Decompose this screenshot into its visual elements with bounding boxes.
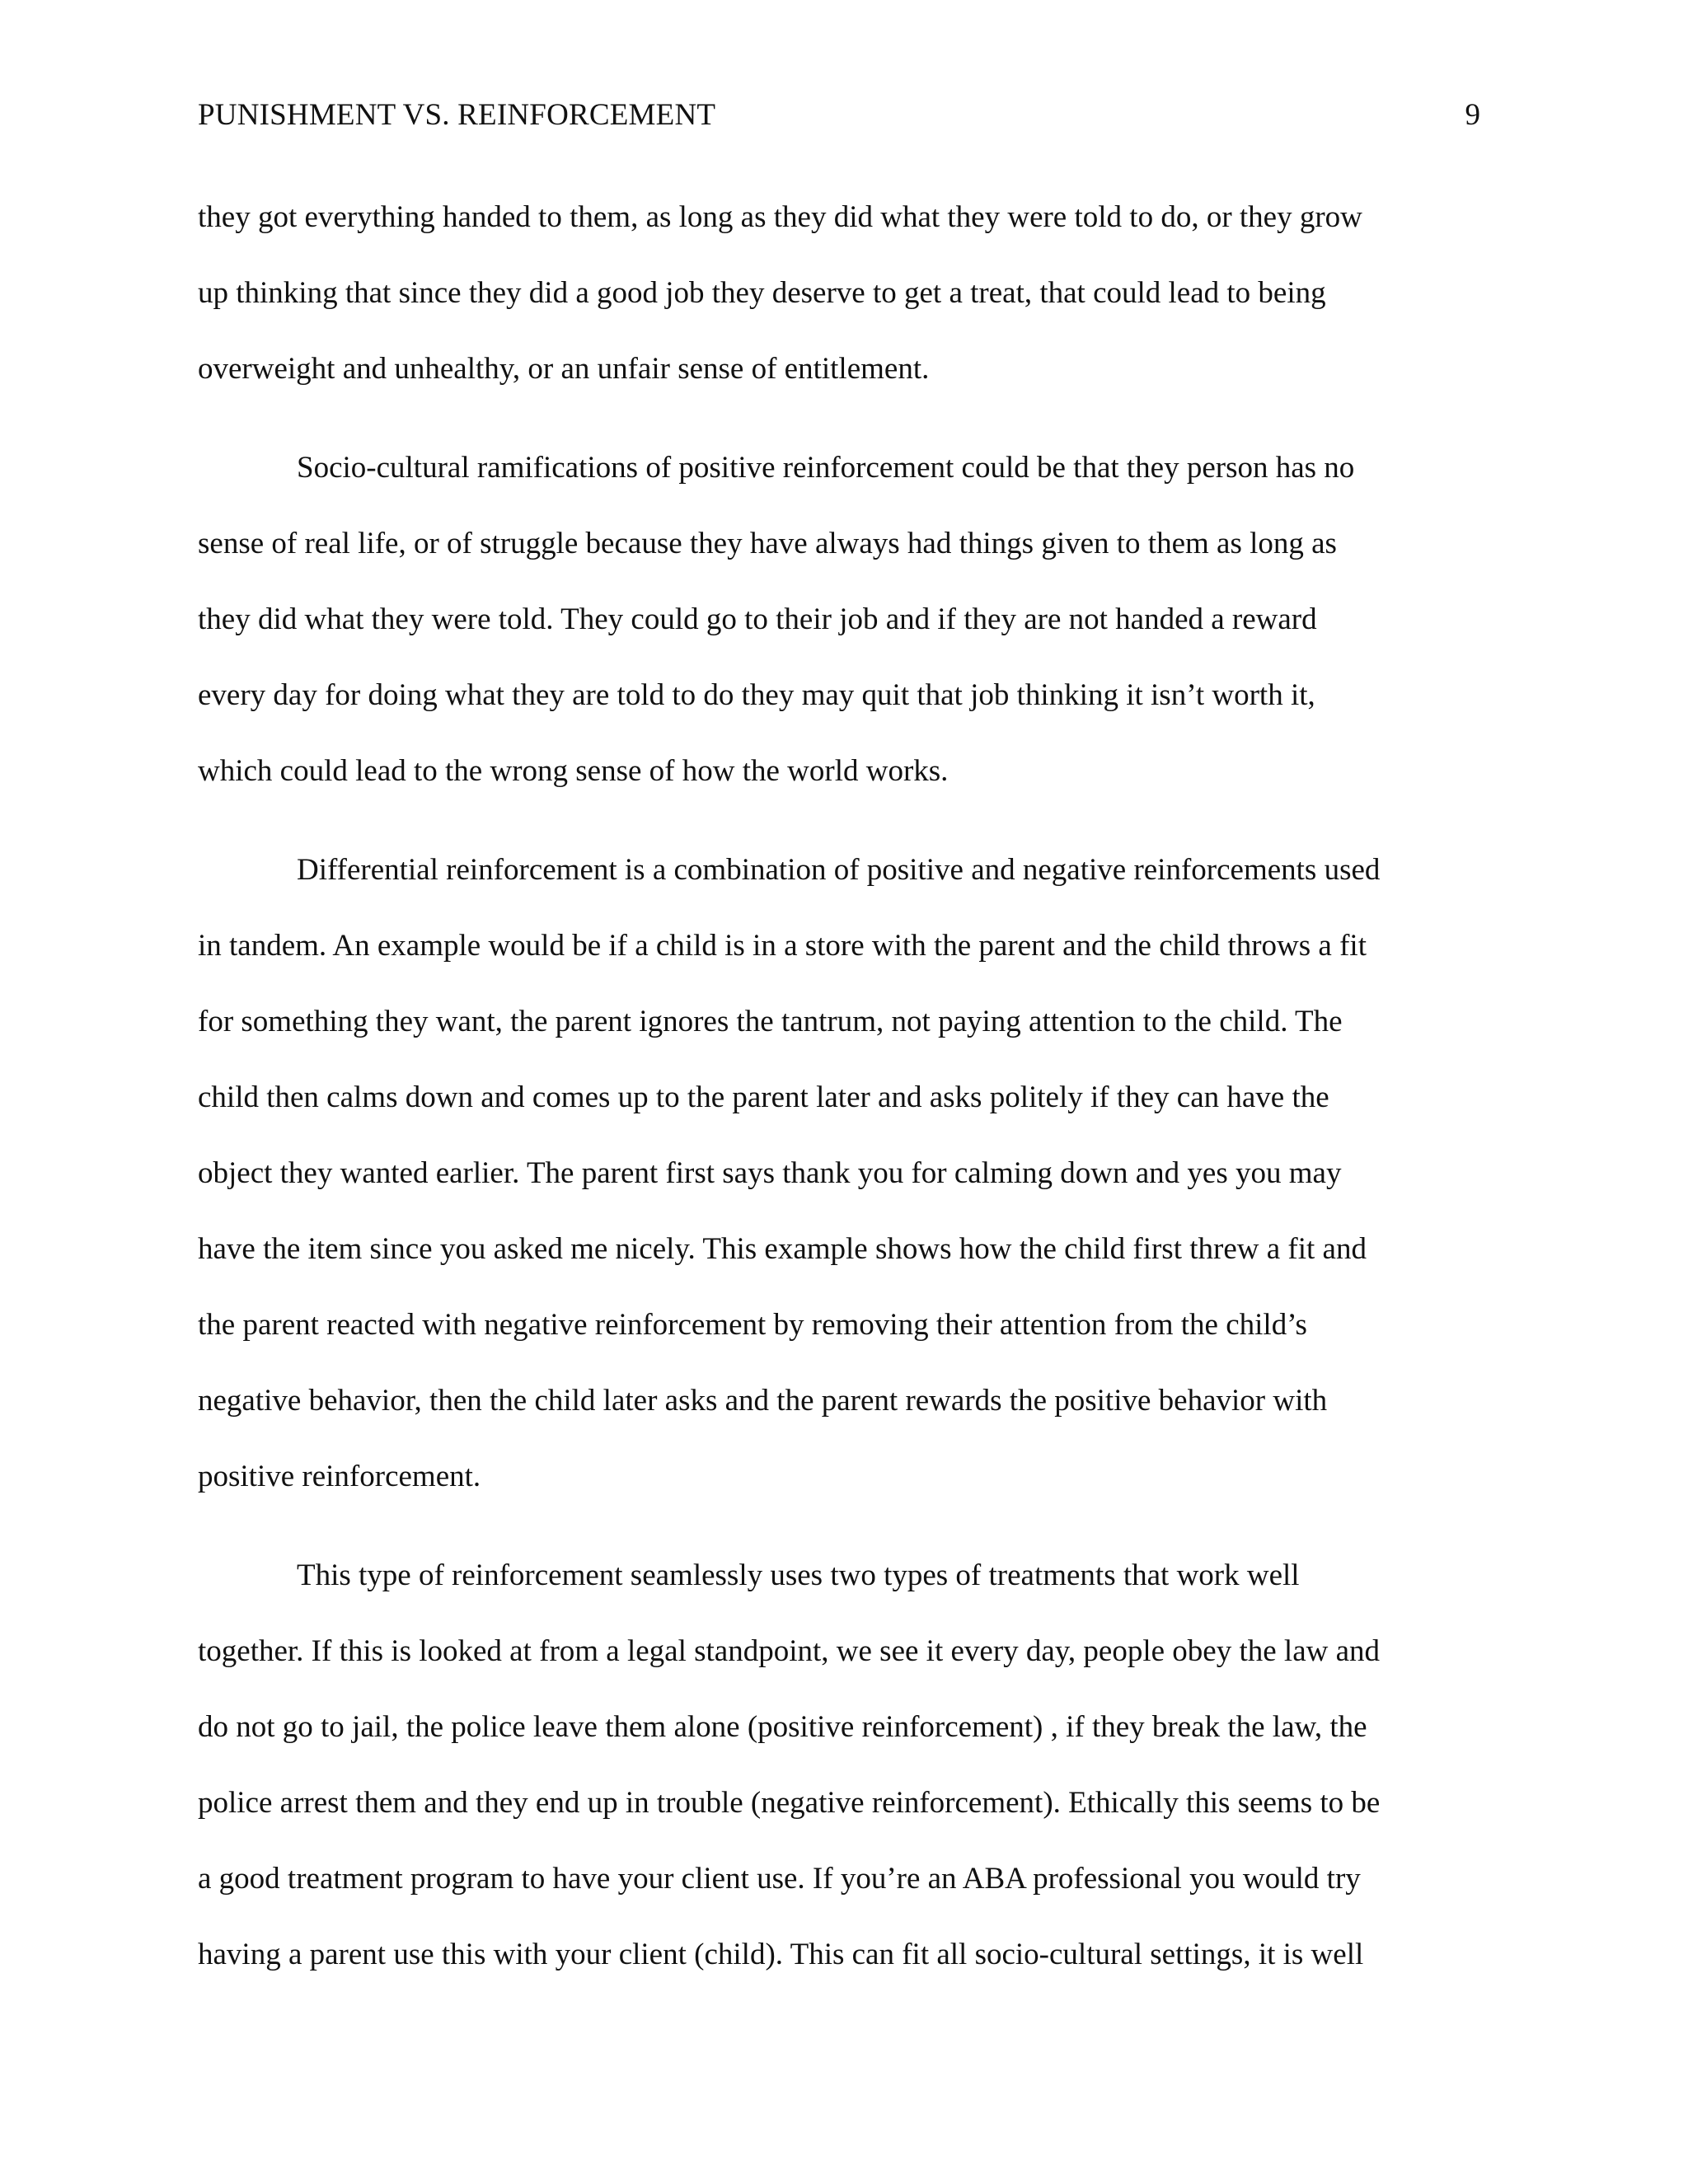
- text-line: having a parent use this with your client (child). This can fit all socio-cultural settings, it is well: [198, 1938, 1364, 1971]
- page-number: 9: [1465, 98, 1480, 132]
- text-line: negative behavior, then the child later asks and the parent rewards the positive behavior with: [198, 1384, 1328, 1418]
- text-line: a good treatment program to have your client use. If you’re an ABA professional you would try: [198, 1862, 1361, 1896]
- text-line: object they wanted earlier. The parent first says thank you for calming down and yes you may: [198, 1156, 1342, 1190]
- text-line: sense of real life, or of struggle because they have always had things given to them as long as: [198, 527, 1337, 560]
- text-line: Differential reinforcement is a combination of positive and negative reinforcements used: [297, 853, 1381, 887]
- text-line: up thinking that since they did a good job they deserve to get a treat, that could lead to being: [198, 276, 1326, 310]
- text-line: in tandem. An example would be if a child is in a store with the parent and the child throws a fit: [198, 929, 1367, 963]
- text-line: overweight and unhealthy, or an unfair sense of entitlement.: [198, 352, 930, 386]
- paragraph-differential: [198, 846, 1484, 1528]
- running-head: PUNISHMENT VS. REINFORCEMENT: [198, 98, 716, 132]
- text-line: positive reinforcement.: [198, 1460, 481, 1493]
- text-line: Socio-cultural ramifications of positive reinforcement could be that they person has no: [297, 451, 1355, 485]
- body-text: [198, 193, 1484, 2006]
- text-line: together. If this is looked at from a legal standpoint, we see it every day, people obey the law and: [198, 1634, 1381, 1668]
- text-line: which could lead to the wrong sense of how the world works.: [198, 754, 949, 788]
- text-line: police arrest them and they end up in trouble (negative reinforcement). Ethically this seems to be: [198, 1786, 1381, 1820]
- paragraph-treatment: [198, 1551, 1484, 2006]
- text-line: for something they want, the parent ignores the tantrum, not paying attention to the child. The: [198, 1005, 1343, 1038]
- text-line: do not go to jail, the police leave them alone (positive reinforcement) , if they break the law, the: [198, 1710, 1367, 1744]
- text-line: have the item since you asked me nicely. This example shows how the child first threw a fit and: [198, 1232, 1367, 1266]
- paragraph-socio-cultural: [198, 443, 1484, 823]
- text-line: This type of reinforcement seamlessly uses two types of treatments that work well: [297, 1558, 1300, 1592]
- text-line: the parent reacted with negative reinforcement by removing their attention from the child’s: [198, 1308, 1307, 1342]
- text-line: they did what they were told. They could go to their job and if they are not handed a reward: [198, 602, 1317, 636]
- paragraph-continuation: [198, 193, 1484, 420]
- text-line: they got everything handed to them, as long as they did what they were told to do, or they grow: [198, 200, 1362, 234]
- text-line: every day for doing what they are told to do they may quit that job thinking it isn’t worth it,: [198, 678, 1315, 712]
- text-line: child then calms down and comes up to the parent later and asks politely if they can have the: [198, 1080, 1329, 1114]
